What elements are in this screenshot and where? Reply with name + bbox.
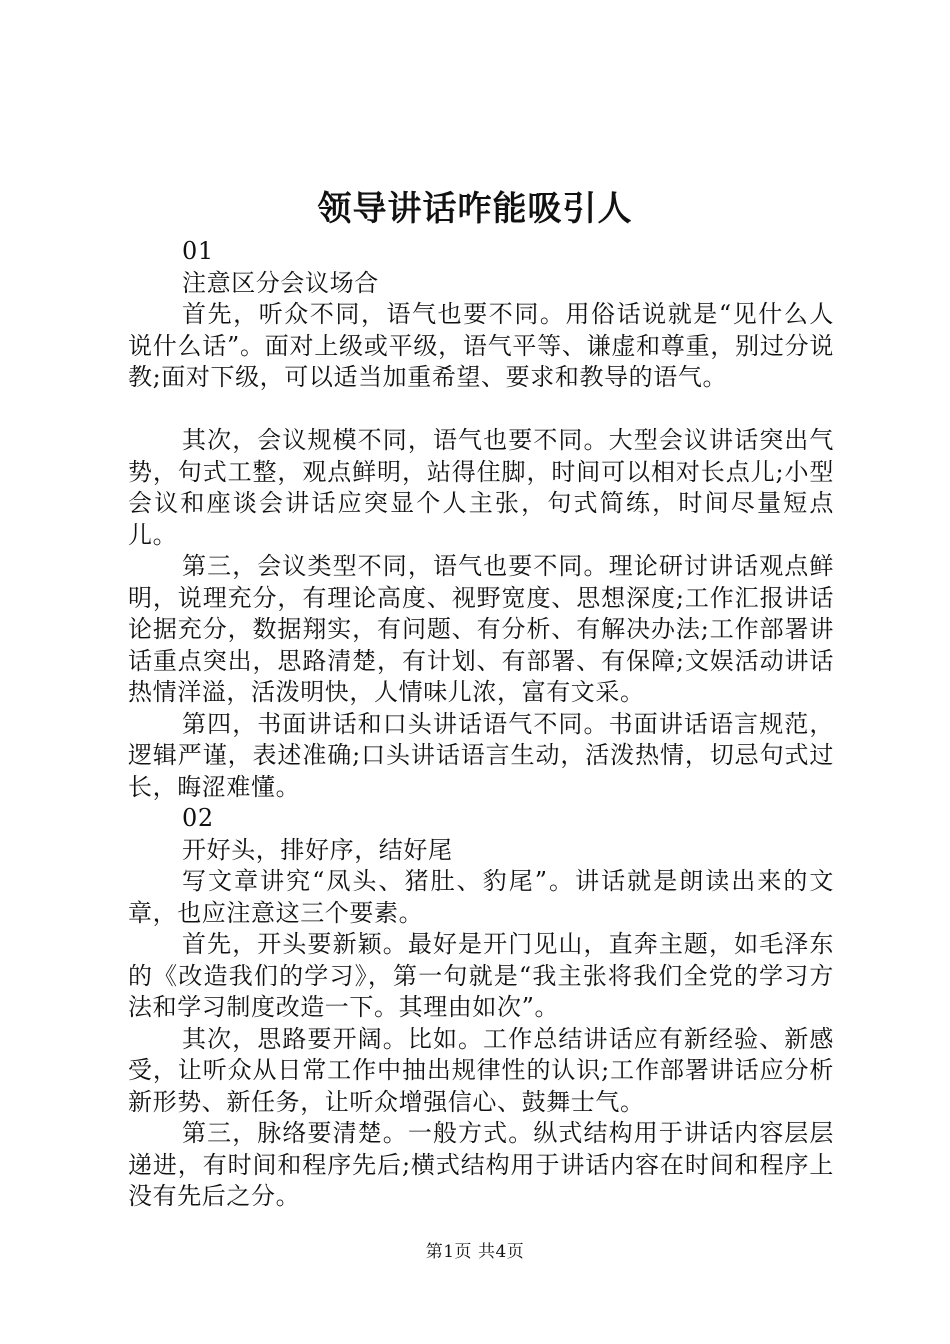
paragraph: 第四，书面讲话和口头讲话语气不同。书面讲话语言规范，逻辑严谨，表述准确;口头讲话语言生动，活泼热情，切忌句式过长，晦涩难懂。 <box>128 709 834 801</box>
paragraph: 首先，开头要新颖。最好是开门见山，直奔主题，如毛泽东的《改造我们的学习》，第一句就是“我主张将我们全党的学习方法和学习制度改造一下。其理由如次”。 <box>128 930 834 1021</box>
paragraph: 第三，脉络要清楚。一般方式。纵式结构用于讲话内容层层递进，有时间和程序先后;横式结构用于讲话内容在时间和程序上没有先后之分。 <box>128 1119 834 1210</box>
section-heading: 注意区分会议场合 <box>182 268 379 297</box>
page-number-footer: 第1页 共4页 <box>425 1242 525 1262</box>
paragraph: 其次，思路要开阔。比如。工作总结讲话应有新经验、新感受，让听众从日常工作中抽出规律性的认识;工作部署讲话应分析新形势、新任务，让听众增强信心、鼓舞士气。 <box>128 1024 834 1116</box>
paragraph: 写文章讲究“凤头、猪肚、豹尾”。讲话就是朗读出来的文章，也应注意这三个要素。 <box>128 867 834 927</box>
document-body <box>128 236 834 1213</box>
paragraph: 第三，会议类型不同，语气也要不同。理论研讨讲话观点鲜明，说理充分，有理论高度、视野宽度、思想深度;工作汇报讲话论据充分，数据翔实，有问题、有分析、有解决办法;工作部署讲话重点突出，思路清楚，有计划、有部署、有保障;文娱活动讲话热情洋溢，活泼明快，人情味儿浓，富有文采。 <box>128 552 834 706</box>
section-heading: 开好头，排好序，结好尾 <box>182 835 453 864</box>
paragraph: 首先，听众不同，语气也要不同。用俗话说就是“见什么人说什么话”。面对上级或平级，语气平等、谦虚和尊重，别过分说教;面对下级，可以适当加重希望、要求和教导的语气。 <box>128 300 834 391</box>
section-number: 01 <box>182 237 214 265</box>
section-number: 02 <box>182 804 214 832</box>
document-title: 领导讲话咋能吸引人 <box>317 189 633 229</box>
paragraph: 其次，会议规模不同，语气也要不同。大型会议讲话突出气势，句式工整，观点鲜明，站得住脚，时间可以相对长点儿;小型会议和座谈会讲话应突显个人主张，句式简练，时间尽量短点儿。 <box>128 426 834 549</box>
